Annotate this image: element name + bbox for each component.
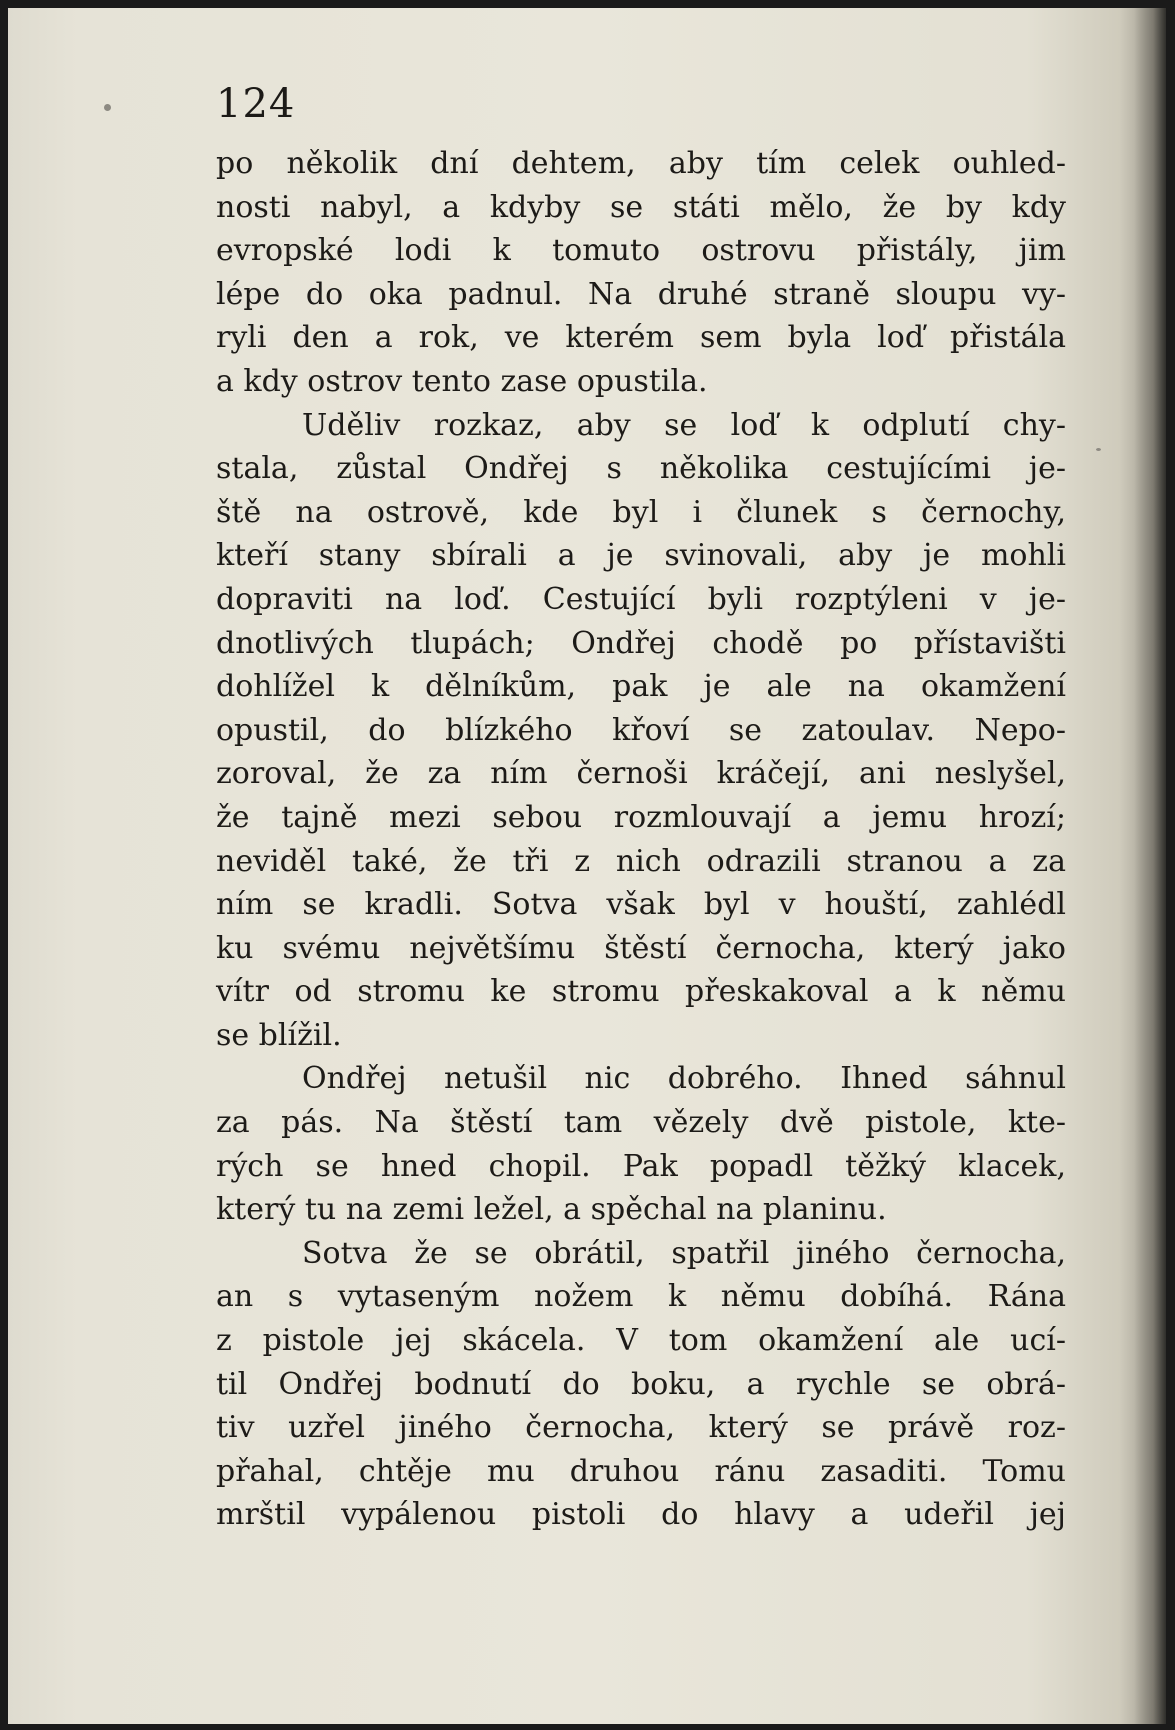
text-line: dohlížel k dělníkům, pak je ale na okamžení	[216, 669, 1066, 705]
text-line: a kdy ostrov tento zase opustila.	[216, 363, 708, 399]
spine-shadow	[1134, 8, 1166, 1724]
text-line: ště na ostrově, kde byl i člunek s černochy,	[216, 494, 1066, 530]
text-line: nosti nabyl, a kdyby se státi mělo, že by kdy	[216, 189, 1066, 225]
text-line: přahal, chtěje mu druhou ránu zasaditi. Tomu	[216, 1453, 1066, 1489]
body-text	[216, 142, 1066, 1537]
ink-speck	[1096, 448, 1101, 451]
text-line: tiv uzřel jiného černocha, který se právě roz-	[216, 1410, 1066, 1446]
text-line: dnotlivých tlupách; Ondřej chodě po přístavišti	[216, 625, 1066, 661]
page-number: 124	[216, 81, 296, 127]
text-line: stala, zůstal Ondřej s několika cestujícími je-	[216, 451, 1066, 487]
text-line: evropské lodi k tomuto ostrovu přistály, jim	[216, 233, 1066, 269]
text-line: ryli den a rok, ve kterém sem byla loď přistála	[216, 320, 1066, 356]
text-line: Ondřej netušil nic dobrého. Ihned sáhnul	[302, 1061, 1066, 1097]
text-line: ku svému největšímu štěstí černocha, který jako	[216, 930, 1066, 966]
text-line: se blížil.	[216, 1017, 342, 1053]
text-line: dopraviti na loď. Cestující byli rozptýleni v je-	[216, 581, 1066, 617]
text-line: ním se kradli. Sotva však byl v houští, zahlédl	[216, 887, 1066, 923]
text-line: za pás. Na štěstí tam vězely dvě pistole, kte-	[216, 1105, 1066, 1141]
text-line: mrštil vypálenou pistoli do hlavy a udeřil jej	[216, 1497, 1066, 1533]
book-page	[8, 8, 1166, 1724]
text-line: vítr od stromu ke stromu přeskakoval a k němu	[216, 974, 1066, 1010]
text-line: zoroval, že za ním černoši kráčejí, ani neslyšel,	[216, 756, 1066, 792]
text-line: Uděliv rozkaz, aby se loď k odplutí chy-	[302, 407, 1066, 443]
text-line: lépe do oka padnul. Na druhé straně sloupu vy-	[216, 276, 1066, 312]
text-line: Sotva že se obrátil, spatřil jiného černocha,	[302, 1235, 1066, 1271]
text-line: z pistole jej skácela. V tom okamžení ale ucí-	[216, 1323, 1066, 1359]
text-line: kteří stany sbírali a je svinovali, aby je mohli	[216, 538, 1066, 574]
text-line: til Ondřej bodnutí do boku, a rychle se obrá-	[216, 1366, 1066, 1402]
text-line: rých se hned chopil. Pak popadl těžký klacek,	[216, 1148, 1066, 1184]
text-line: že tajně mezi sebou rozmlouvají a jemu hrozí;	[216, 799, 1066, 835]
text-line: po několik dní dehtem, aby tím celek ouhled-	[216, 146, 1066, 181]
text-line: neviděl také, že tři z nich odrazili stranou a za	[216, 843, 1066, 879]
ink-speck	[104, 104, 111, 111]
text-line: an s vytaseným nožem k němu dobíhá. Rána	[216, 1279, 1066, 1315]
text-line: opustil, do blízkého křoví se zatoulav. Nepo-	[216, 712, 1066, 748]
text-line: který tu na zemi ležel, a spěchal na planinu.	[216, 1192, 887, 1228]
